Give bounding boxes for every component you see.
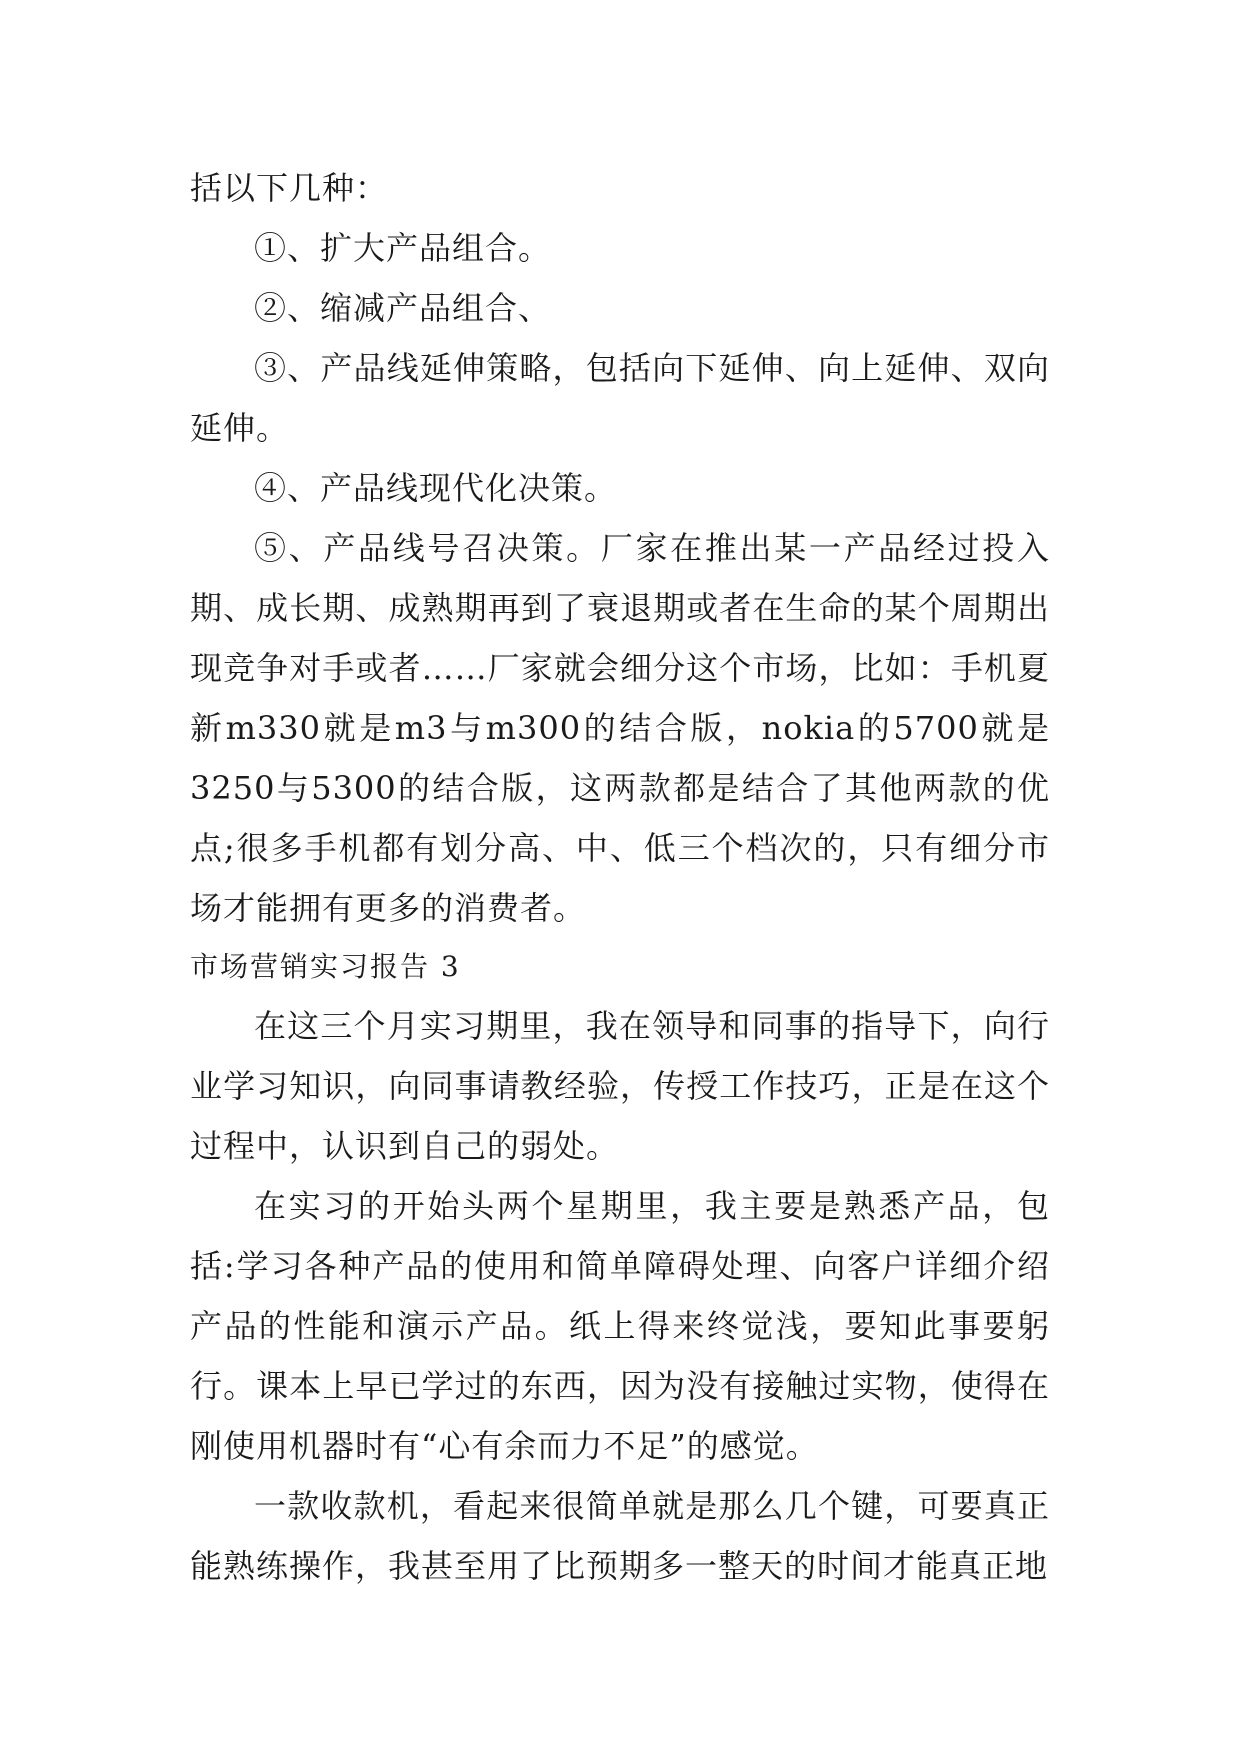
body-paragraph-3: 一款收款机，看起来很简单就是那么几个键，可要真正能熟练操作，我甚至用了比预期多一整天的时间才能真正地 <box>190 1487 1050 1585</box>
list-item-product-line-modernization: ④、产品线现代化决策。 <box>254 469 618 507</box>
body-paragraph-1: 在这三个月实习期里，我在领导和同事的指导下，向行业学习知识，向同事请教经验，传授工作技巧，正是在这个过程中，认识到自己的弱处。 <box>190 1007 1050 1165</box>
document-page <box>190 158 1050 1596</box>
list-item-reduce-product-mix: ②、缩减产品组合、 <box>254 289 552 327</box>
list-item-product-line-featuring: ⑤、产品线号召决策。厂家在推出某一产品经过投入期、成长期、成熟期再到了衰退期或者在生命的某个周期出现竞争对手或者……厂家就会细分这个市场，比如：手机夏新m330就是m3与m300的结合版，nokia的5700就是3250与5300的结合版，这两款都是结合了其他两款的优点;很多手机都有划分高、中、低三个档次的，只有细分市场才能拥有更多的消费者。 <box>190 529 1050 927</box>
body-paragraph-2: 在实习的开始头两个星期里，我主要是熟悉产品，包括:学习各种产品的使用和简单障碍处理、向客户详细介绍产品的性能和演示产品。纸上得来终觉浅，要知此事要躬行。课本上早已学过的东西，因为没有接触过实物，使得在刚使用机器时有“心有余而力不足”的感觉。 <box>190 1187 1050 1465</box>
list-item-product-line-extension: ③、产品线延伸策略，包括向下延伸、向上延伸、双向延伸。 <box>190 349 1050 447</box>
paragraph-continuation: 括以下几种： <box>190 169 389 207</box>
section-title: 市场营销实习报告 3 <box>190 950 461 983</box>
list-item-expand-product-mix: ①、扩大产品组合。 <box>254 229 552 267</box>
